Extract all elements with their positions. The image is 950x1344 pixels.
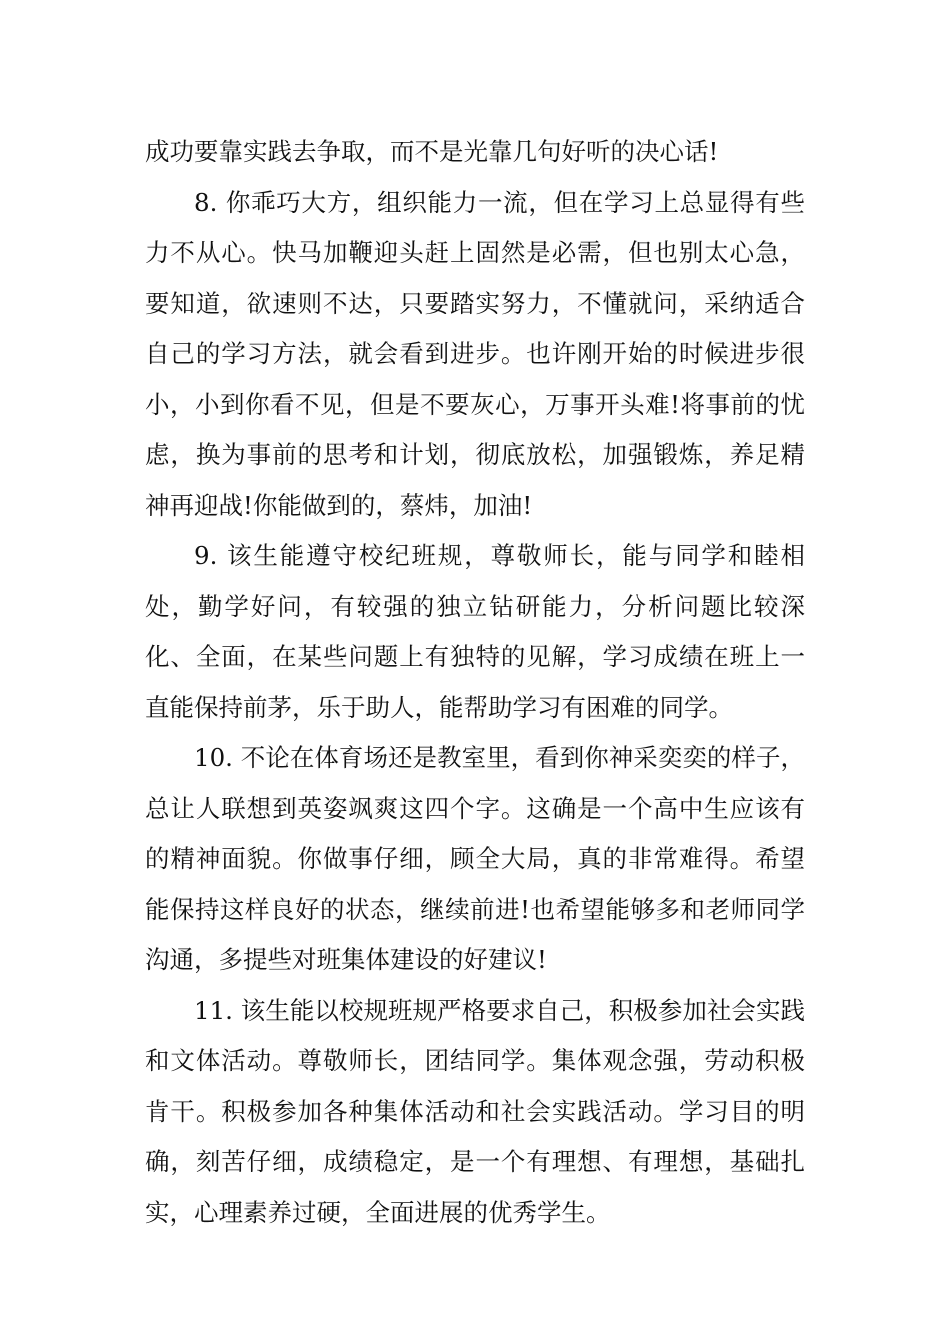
paragraph-item-9: 9. 该生能遵守校纪班规，尊敬师长，能与同学和睦相处，勤学好问，有较强的独立钻研能力，分析问题比较深化、全面，在某些问题上有独特的见解，学习成绩在班上一直能保持前茅，乐于助人，能帮助学习有困难的同学。 [145, 541, 805, 722]
paragraph-item-10: 10. 不论在体育场还是教室里，看到你神采奕奕的样子，总让人联想到英姿飒爽这四个字。这确是一个高中生应该有的精神面貌。你做事仔细，顾全大局，真的非常难得。希望能保持这样良好的状态，继续前进!也希望能够多和老师同学沟通，多提些对班集体建设的好建议! [145, 743, 805, 974]
paragraph-item-8: 8. 你乖巧大方，组织能力一流，但在学习上总显得有些力不从心。快马加鞭迎头赶上固然是必需，但也别太心急，要知道，欲速则不达，只要踏实努力，不懂就问，采纳适合自己的学习方法，就会看到进步。也许刚开始的时候进步很小，小到你看不见，但是不要灰心，万事开头难!将事前的忧虑，换为事前的思考和计划，彻底放松，加强锻炼，养足精神再迎战!你能做到的，蔡炜，加油! [145, 187, 805, 520]
paragraph-continuation: 成功要靠实践去争取，而不是光靠几句好听的决心话! [145, 137, 719, 166]
paragraph-item-11: 11. 该生能以校规班规严格要求自己，积极参加社会实践和文体活动。尊敬师长，团结同学。集体观念强，劳动积极肯干。积极参加各种集体活动和社会实践活动。学习目的明确，刻苦仔细，成绩稳定，是一个有理想、有理想，基础扎实，心理素养过硬，全面进展的优秀学生。 [145, 995, 805, 1227]
document-body [145, 127, 805, 1238]
